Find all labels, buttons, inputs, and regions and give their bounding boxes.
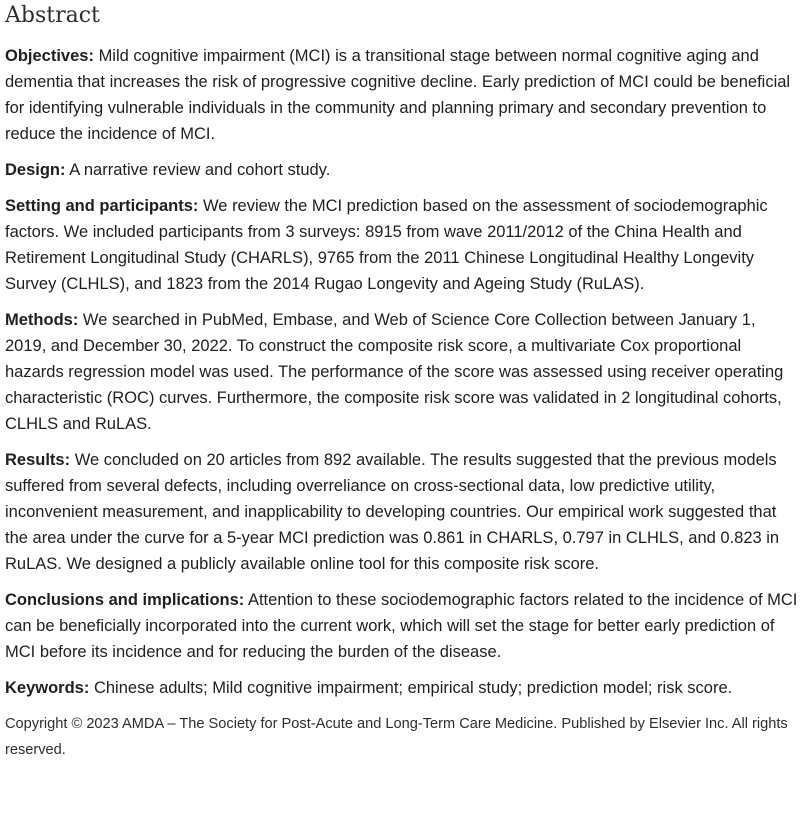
methods-text: We searched in PubMed, Embase, and Web of Science Core Collection between January 1, 2019, and December 30, 2022. To construct the composite risk score, a multivariate Cox proportional hazards regression model was used. The performance of the score was assessed using receiver operating characteristic (ROC) curves. Furthermore, the composite risk score was validated in 2 longitudinal cohorts, CLHLS and RuLAS. xyxy=(5,311,784,433)
design-label: Design: xyxy=(5,161,66,179)
abstract-container xyxy=(5,0,800,763)
abstract-heading: Abstract xyxy=(5,3,100,28)
keywords-text: Chinese adults; Mild cognitive impairment; empirical study; prediction model; risk score. xyxy=(93,679,733,697)
keywords-section xyxy=(5,675,800,701)
design-section xyxy=(5,157,800,183)
design-text: A narrative review and cohort study. xyxy=(69,161,331,179)
results-section xyxy=(5,447,800,577)
setting-text: We review the MCI prediction based on the assessment of sociodemographic factors. We included participants from 3 surveys: 8915 from wave 2011/2012 of the China Health and Retirement Longitudinal Study (CHARLS), 9765 from the 2011 Chinese Longitudinal Healthy Longevity Survey (CLHLS), and 1823 from the 2014 Rugao Longevity and Ageing Study (RuLAS). xyxy=(5,197,768,293)
results-label: Results: xyxy=(5,451,71,469)
conclusions-section xyxy=(5,587,800,665)
objectives-label: Objectives: xyxy=(5,47,94,65)
setting-label: Setting and participants: xyxy=(5,197,199,215)
setting-section xyxy=(5,193,800,297)
methods-section xyxy=(5,307,800,437)
keywords-label: Keywords: xyxy=(5,679,90,697)
objectives-text: Mild cognitive impairment (MCI) is a transitional stage between normal cognitive aging and dementia that increases the risk of progressive cognitive decline. Early prediction of MCI could be beneficial for identifying vulnerable individuals in the community and planning primary and secondary prevention to reduce the incidence of MCI. xyxy=(5,47,791,143)
conclusions-label: Conclusions and implications: xyxy=(5,591,245,609)
copyright-notice: Copyright © 2023 AMDA – The Society for Post-Acute and Long-Term Care Medicine. Published by Elsevier Inc. All rights reserved. xyxy=(5,716,788,758)
results-text: We concluded on 20 articles from 892 available. The results suggested that the previous models suffered from several defects, including overreliance on cross-sectional data, low predictive utility, inconvenient measurement, and inapplicability to developing countries. Our empirical work suggested that the area under the curve for a 5-year MCI prediction was 0.861 in CHARLS, 0.797 in CLHLS, and 0.823 in RuLAS. We designed a publicly available online tool for this composite risk score. xyxy=(5,451,780,573)
methods-label: Methods: xyxy=(5,311,79,329)
conclusions-text: Attention to these sociodemographic factors related to the incidence of MCI can be beneficially incorporated into the current work, which will set the stage for better early prediction of MCI before its incidence and for reducing the burden of the disease. xyxy=(5,591,798,661)
objectives-section xyxy=(5,43,800,147)
